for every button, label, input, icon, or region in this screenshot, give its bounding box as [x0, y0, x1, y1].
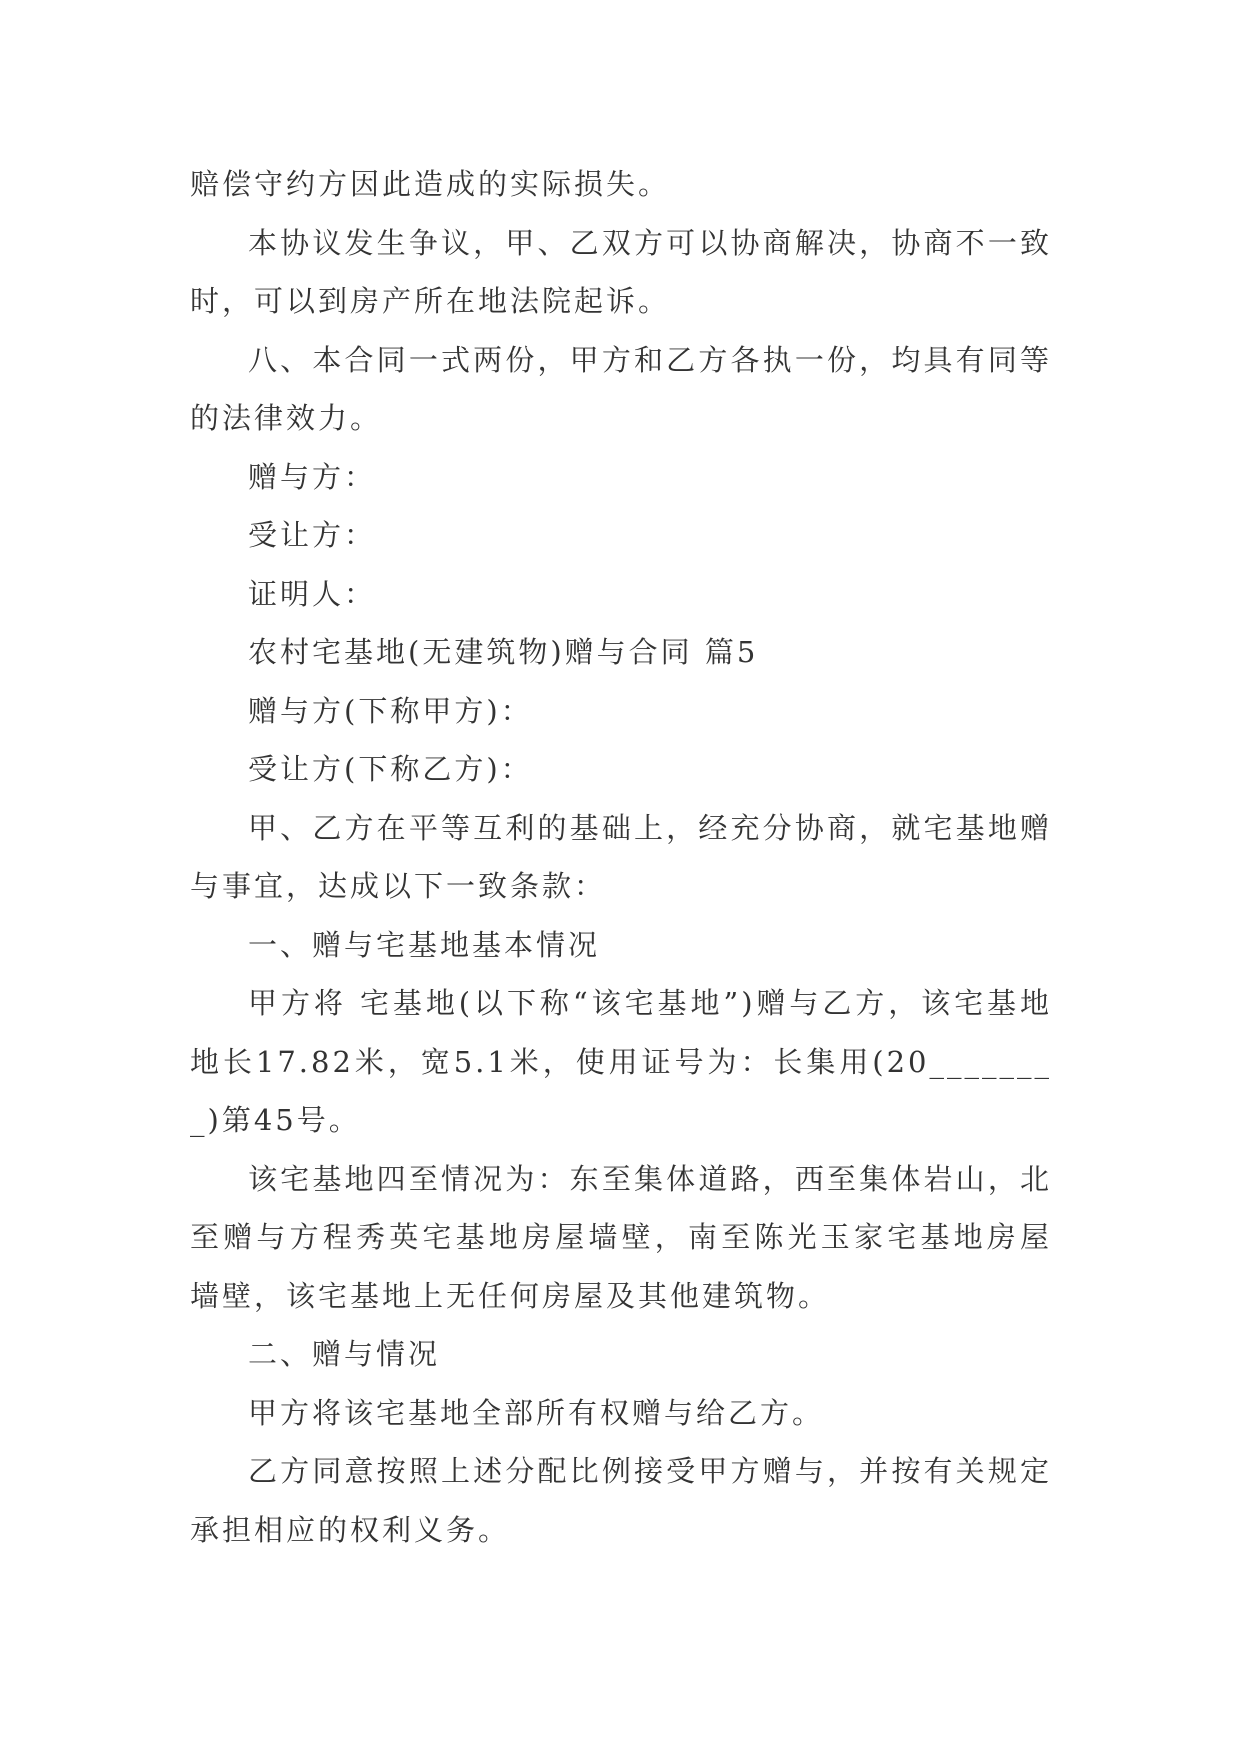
- paragraph-clause-eight: 八、本合同一式两份，甲方和乙方各执一份，均具有同等的法律效力。: [190, 342, 1052, 435]
- document-body: [190, 155, 1052, 1559]
- signature-witness: 证明人：: [248, 576, 377, 611]
- party-a-line: 赠与方(下称甲方)：: [248, 693, 533, 728]
- paragraph-preamble: 甲、乙方在平等互利的基础上，经充分协商，就宅基地赠与事宜，达成以下一致条款：: [190, 810, 1052, 903]
- section-heading-basic-info: 一、赠与宅基地基本情况: [248, 927, 601, 962]
- paragraph-dispute: 本协议发生争议，甲、乙双方可以协商解决，协商不一致时，可以到房产所在地法院起诉。: [190, 225, 1052, 318]
- paragraph-boundaries: 该宅基地四至情况为：东至集体道路，西至集体岩山，北至赠与方程秀英宅基地房屋墙壁，南至陈光玉家宅基地房屋墙壁，该宅基地上无任何房屋及其他建筑物。: [190, 1161, 1052, 1313]
- party-b-line: 受让方(下称乙方)：: [248, 752, 533, 786]
- signature-recipient: 受让方：: [248, 518, 377, 552]
- paragraph-land-details: 甲方将 宅基地(以下称“该宅基地”)赠与乙方，该宅基地地长17.82米，宽5.1米，使用证号为：长集用(20________)第45号。: [190, 986, 1052, 1137]
- paragraph-acceptance: 乙方同意按照上述分配比例接受甲方赠与，并按有关规定承担相应的权利义务。: [190, 1454, 1052, 1547]
- signature-donor: 赠与方：: [248, 459, 377, 494]
- section-heading-gift: 二、赠与情况: [248, 1337, 441, 1371]
- paragraph-gift-ownership: 甲方将该宅基地全部所有权赠与给乙方。: [248, 1395, 825, 1430]
- contract-heading: 农村宅基地(无建筑物)赠与合同 篇5: [248, 635, 759, 669]
- paragraph-compensation: 赔偿守约方因此造成的实际损失。: [190, 167, 671, 201]
